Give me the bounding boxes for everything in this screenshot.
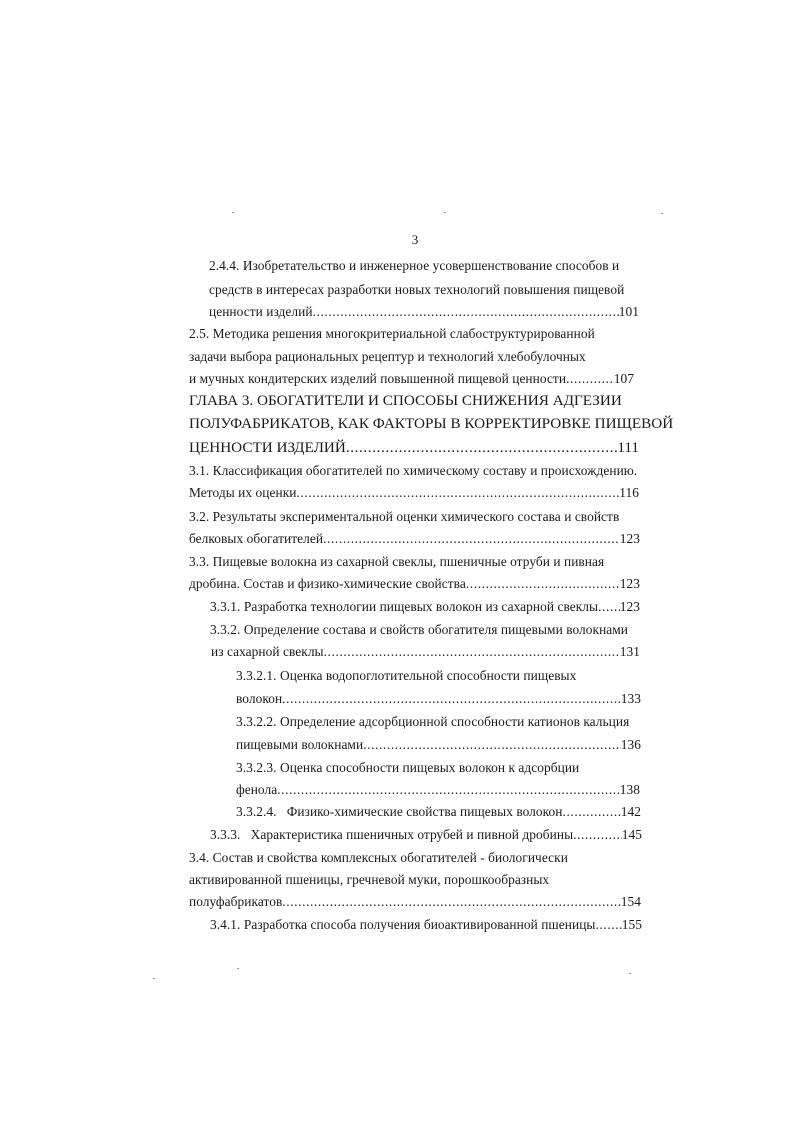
toc-entry-3-4-line-3[interactable]: [189, 892, 641, 912]
leader-dots: [277, 780, 620, 800]
scan-speck: [237, 968, 239, 969]
toc-entry-3-3-1[interactable]: [210, 597, 640, 617]
toc-entry-3-3-2-2-page: 136: [620, 737, 641, 752]
scan-speck: [444, 212, 446, 213]
toc-entry-3-4-line-2: активированной пшеницы, гречневой муки, порошкообразных: [189, 872, 550, 887]
scan-speck: [629, 973, 631, 974]
toc-entry-3-3-2-1-page: 133: [620, 691, 641, 706]
leader-dots: [563, 802, 621, 822]
toc-entry-2-4-4-title: ценности изделий: [209, 304, 313, 319]
toc-entry-3-4-1[interactable]: [210, 915, 642, 935]
toc-entry-3-3-page: 123: [619, 576, 640, 591]
toc-entry-2-5-line-1: 2.5. Методика решения многокритериальной слабоструктурированной: [189, 326, 595, 341]
toc-entry-3-3-2-line-1: 3.3.2. Определение состава и свойств обогатителя пищевыми волокнами: [210, 622, 629, 637]
scan-speck: [153, 978, 155, 979]
toc-entry-3-4-1-page: 155: [621, 917, 642, 932]
toc-entry-3-4-page: 154: [620, 894, 641, 909]
chapter-3-heading-line-2: ПОЛУФАБРИКАТОВ, КАК ФАКТОРЫ В КОРРЕКТИРОВКЕ ПИЩЕВОЙ: [189, 415, 674, 432]
toc-entry-3-3-2-1-line-1: 3.3.2.1. Оценка водопоглотительной способности пищевых: [236, 668, 577, 683]
chapter-3-title: ЦЕННОСТИ ИЗДЕЛИЙ: [189, 439, 346, 456]
leader-dots: [313, 302, 619, 322]
toc-entry-3-3-1-title: 3.3.1. Разработка технологии пищевых волокон из сахарной свеклы: [210, 599, 599, 614]
leader-dots: [282, 689, 621, 709]
leader-dots: [595, 915, 621, 935]
toc-entry-3-3-1-page: 123: [619, 599, 640, 614]
leader-dots: [324, 642, 620, 662]
toc-entry-2-4-4-page: 101: [618, 304, 639, 319]
toc-entry-3-3-3-page: 145: [621, 827, 642, 842]
leader-dots: [282, 892, 620, 912]
toc-entry-3-3-2-4-title: 3.3.2.4. Физико-химические свойства пищевых волокон: [236, 804, 563, 819]
toc-entry-3-3-line-1: 3.3. Пищевые волокна из сахарной свеклы, пшеничные отруби и пивная: [189, 554, 605, 569]
chapter-3-heading-line-3[interactable]: [189, 438, 639, 458]
toc-entry-3-3-title: дробина. Состав и физико-химические свойства: [189, 576, 466, 591]
toc-entry-3-4-1-title: 3.4.1. Разработка способа получения биоактивированной пшеницы: [210, 917, 596, 932]
toc-entry-3-2-title: белковых обогатителей: [189, 531, 324, 546]
chapter-3-heading-line-1: ГЛАВА 3. ОБОГАТИТЕЛИ И СПОСОБЫ СНИЖЕНИЯ АДГЕЗИИ: [189, 392, 622, 409]
toc-entry-3-3-2-3-line-2[interactable]: [236, 780, 640, 800]
toc-entry-3-3-2-line-2[interactable]: [211, 642, 640, 662]
leader-dots: [598, 597, 620, 617]
leader-dots: [296, 483, 619, 503]
leader-dots: [466, 574, 620, 594]
toc-entry-3-3-2-3-page: 138: [619, 782, 640, 797]
toc-entry-3-3-2-4-page: 142: [620, 804, 641, 819]
toc-entry-2-4-4-line-2: средств в интересах разработки новых технологий повышения пищевой: [209, 282, 625, 297]
toc-entry-3-3-2-title: из сахарной свеклы: [211, 644, 324, 659]
toc-entry-3-4-line-1: 3.4. Состав и свойства комплексных обогатителей - биологически: [189, 850, 568, 865]
toc-entry-2-5-line-2: задачи выбора рациональных рецептур и технологий хлебобулочных: [189, 349, 586, 364]
toc-entry-3-1-line-2[interactable]: [189, 483, 639, 503]
toc-entry-3-3-2-2-line-2[interactable]: [236, 735, 641, 755]
toc-entry-2-5-title: и мучных кондитерских изделий повышенной пищевой ценности: [189, 371, 567, 386]
toc-entry-3-3-line-2[interactable]: [189, 574, 640, 594]
toc-entry-3-3-2-1-line-2[interactable]: [236, 689, 641, 709]
toc-entry-3-3-2-page: 131: [619, 644, 640, 659]
toc-entry-3-2-line-2[interactable]: [189, 529, 640, 549]
page-number: 3: [411, 232, 419, 247]
toc-entry-2-5-line-3[interactable]: [189, 369, 634, 389]
toc-entry-3-2-page: 123: [619, 531, 640, 546]
toc-entry-3-3-2-3-title: фенола: [236, 782, 278, 797]
toc-entry-3-3-2-1-title: волокон: [236, 691, 283, 706]
toc-entry-3-3-2-3-line-1: 3.3.2.3. Оценка способности пищевых волокон к адсорбции: [236, 760, 580, 775]
toc-entry-2-4-4-line-3[interactable]: [209, 302, 639, 322]
leader-dots: [346, 438, 618, 458]
leader-dots: [566, 369, 614, 389]
chapter-3-page: 111: [617, 439, 639, 456]
toc-entry-3-3-2-2-line-1: 3.3.2.2. Определение адсорбционной способности катионов кальция: [236, 714, 630, 729]
toc-entry-2-4-4-line-1: 2.4.4. Изобретательство и инженерное усовершенствование способов и: [209, 258, 620, 273]
toc-entry-3-3-2-4[interactable]: [236, 802, 641, 822]
toc-entry-3-4-title: полуфабрикатов: [189, 894, 283, 909]
leader-dots: [323, 529, 620, 549]
leader-dots: [363, 735, 621, 755]
leader-dots: [573, 825, 622, 845]
toc-entry-3-3-2-2-title: пищевыми волокнами: [236, 737, 364, 752]
toc-entry-3-2-line-1: 3.2. Результаты экспериментальной оценки химического состава и свойств: [189, 509, 620, 524]
toc-entry-3-1-line-1: 3.1. Классификация обогатителей по химическому составу и происхождению.: [189, 463, 638, 478]
toc-entry-2-5-page: 107: [613, 371, 634, 386]
scan-speck: [661, 213, 663, 214]
toc-entry-3-3-3-title: 3.3.3. Характеристика пшеничных отрубей и пивной дробины: [210, 827, 574, 842]
scan-speck: [232, 212, 234, 213]
toc-entry-3-1-page: 116: [619, 485, 639, 500]
toc-entry-3-3-3[interactable]: [210, 825, 642, 845]
toc-entry-3-1-title: Методы их оценки: [189, 485, 297, 500]
